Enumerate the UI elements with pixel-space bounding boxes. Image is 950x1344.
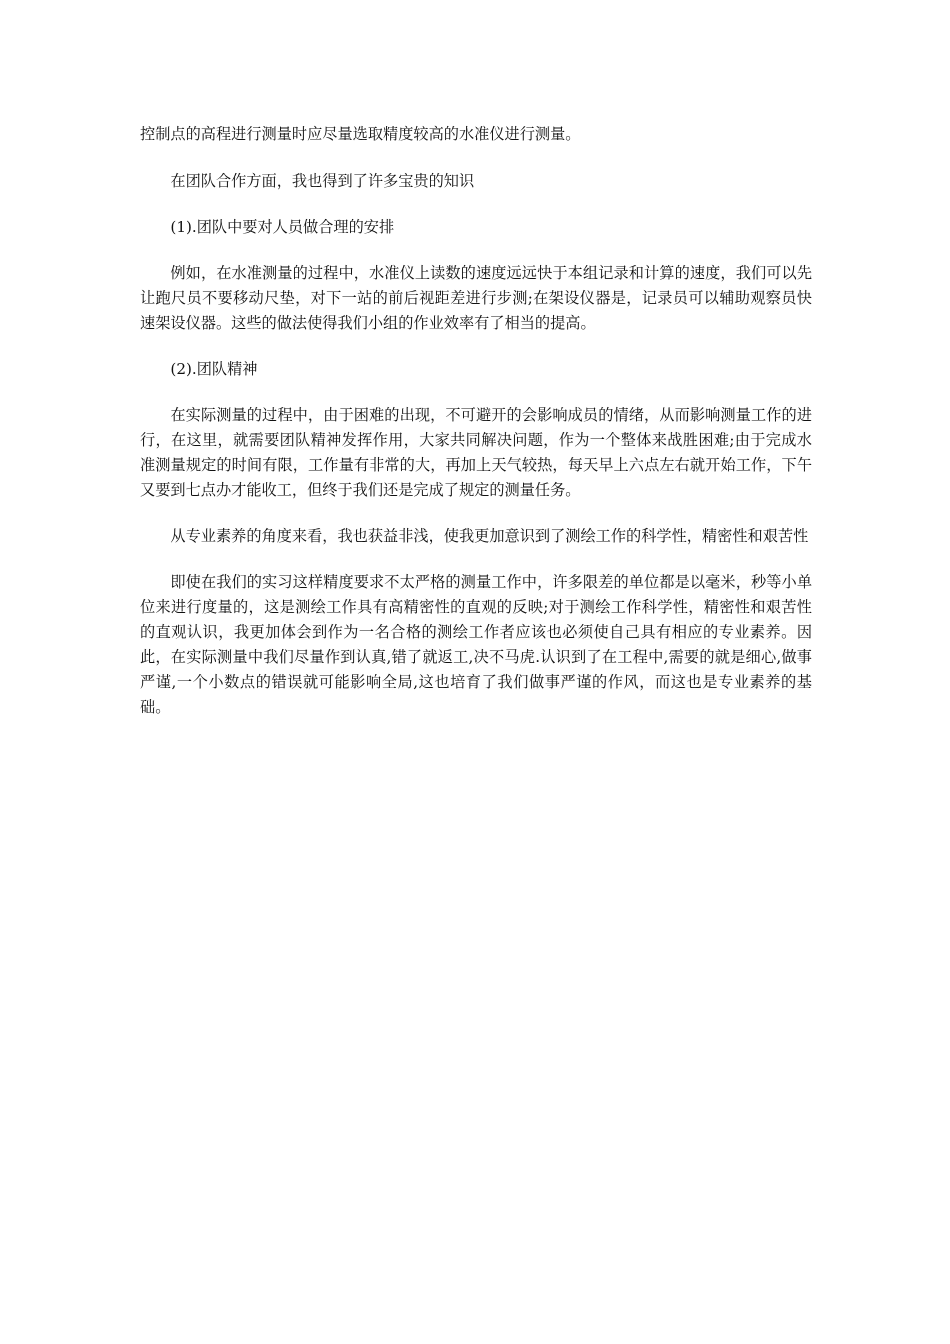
paragraph-heading-staff-arrangement: (1).团队中要对人员做合理的安排 xyxy=(170,218,395,236)
paragraph-teamwork-intro: 在团队合作方面，我也得到了许多宝贵的知识 xyxy=(170,172,475,190)
paragraph-team-spirit-body: 在实际测量的过程中，由于困难的出现，不可避开的会影响成员的情绪，从而影响测量工作的进行，在这里，就需要团队精神发挥作用，大家共同解决问题，作为一个整体来战胜困难;由于完成水准测量规定的时间有限，工作量有非常的大，再加上天气较热，每天早上六点左右就开始工作，下午又要到七点办才能收工，但终于我们还是完成了规定的测量任务。 xyxy=(140,406,812,499)
paragraph-control-point-elevation: 控制点的高程进行测量时应尽量选取精度较高的水准仪进行测量。 xyxy=(140,125,581,143)
paragraph-professional-quality-intro: 从专业素养的角度来看，我也获益非浅，使我更加意识到了测绘工作的科学性，精密性和艰苦性 xyxy=(170,527,809,545)
paragraph-heading-team-spirit: (2).团队精神 xyxy=(170,360,258,378)
document-body xyxy=(140,122,812,741)
paragraph-professional-quality-body: 即使在我们的实习这样精度要求不太严格的测量工作中，许多限差的单位都是以毫米，秒等小单位来进行度量的，这是测绘工作具有高精密性的直观的反映;对于测绘工作科学性，精密性和艰苦性的直观认识，我更加体会到作为一名合格的测绘工作者应该也必须使自己具有相应的专业素养。因此，在实际测量中我们尽量作到认真,错了就返工,决不马虎.认识到了在工程中,需要的就是细心,做事严谨,一个小数点的错误就可能影响全局,这也培育了我们做事严谨的作风，而这也是专业素养的基础。 xyxy=(140,573,812,716)
paragraph-leveling-example: 例如，在水准测量的过程中，水准仪上读数的速度远远快于本组记录和计算的速度，我们可以先让跑尺员不要移动尺垫，对下一站的前后视距差进行步测;在架设仪器是，记录员可以辅助观察员快速架设仪器。这些的做法使得我们小组的作业效率有了相当的提高。 xyxy=(140,264,812,332)
